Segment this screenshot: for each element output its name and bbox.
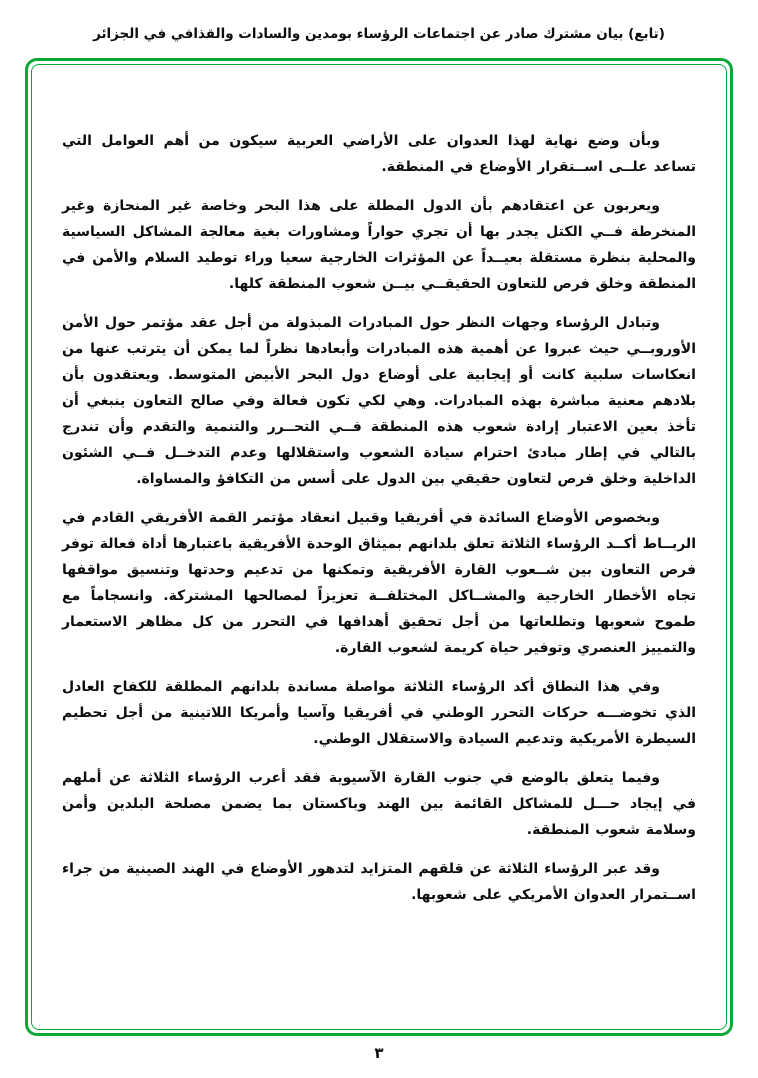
paragraph-3: وتبادل الرؤساء وجهات النظر حول المبادرات المبذولة من أجل عقد مؤتمر حول الأمن الأوروبــي حيث عبروا عن أهمية هذه المبادرات وأبعادها نظراً لما يمكن أن يترتب عنها من انعكاسات سلبية كانت أو إيجابية على أوضاع دول البحر الأبيض المتوسط. ويعتقدون بأن بلادهم معنية مباشرة بهذه المبادرات. وهي لكي تكون فعالة وفي صالح التعاون ينبغي أن تأخذ بعين الاعتبار إرادة شعوب هذه المنطقة فــي التحــرر والتنمية والتقدم وأن تندرج بالتالي في إطار مبادئ احترام سيادة الشعوب واستقلالها وعدم التدخــل فــي الشئون الداخلية وخلق فرص لتعاون حقيقي بين الدول على أسس من التكافؤ والمساواة. [62, 315, 696, 487]
page-number: ٣ [374, 1044, 384, 1062]
document-body [62, 128, 696, 921]
paragraph-1: وبأن وضع نهاية لهذا العدوان على الأراضي العربية سيكون من أهم العوامل التي تساعد علــى اســتقرار الأوضاع في المنطقة. [62, 133, 696, 175]
paragraph-2: ويعربون عن اعتقادهم بأن الدول المطلة على هذا البحر وخاصة غير المنحازة وغير المنخرطة فــي الكتل يجدر بها أن تجري حواراً ومشاورات بغية معالجة المشاكل السياسية والمحلية بنظرة مستقلة بعيــداً عن المؤثرات الخارجية سعيا وراء توطيد السلام والأمن في المنطقة وخلق فرص للتعاون الحقيقــي بيــن شعوب المنطقة كلها. [62, 198, 696, 292]
paragraph-7: وقد عبر الرؤساء الثلاثة عن قلقهم المتزايد لتدهور الأوضاع في الهند الصينية من جراء اســتمرار العدوان الأمريكي على شعوبها. [62, 861, 696, 903]
page-header: (تابع) بيان مشترك صادر عن اجتماعات الرؤساء بومدين والسادات والقذافي في الجزائر [93, 26, 665, 42]
paragraph-5: وفي هذا النطاق أكد الرؤساء الثلاثة مواصلة مساندة بلدانهم المطلقة للكفاح العادل الذي تخوضـــه حركات التحرر الوطني في أفريقيا وآسيا وأمريكا اللاتينية من أجل تحطيم السيطرة الأمريكية وتدعيم السيادة والاستقلال الوطني. [62, 679, 696, 747]
paragraph-4: وبخصوص الأوضاع السائدة في أفريقيا وقبيل انعقاد مؤتمر القمة الأفريقي القادم في الربــاط أكــد الرؤساء الثلاثة تعلق بلدانهم بميثاق الوحدة الأفريقية باعتبارها أداة فعالة توفر فرص التعاون بين شــعوب القارة الأفريقية وتمكنها من تدعيم وحدتها وتنسيق مواقفها تجاه الأخطار الخارجية والمشــاكل المختلفــة تعزيزاً لمصالحها المشتركة. وانسجاماً مع طموح شعوبها وتطلعاتها من أجل تحقيق أهدافها في التحرر من كل مظاهر الاستعمار والتمييز العنصري وتوفير حياة كريمة لشعوب القارة. [62, 510, 696, 656]
paragraph-6: وفيما يتعلق بالوضع في جنوب القارة الآسيوية فقد أعرب الرؤساء الثلاثة عن أملهم في إيجاد حـــل للمشاكل القائمة بين الهند وباكستان بما يضمن مصلحة البلدين وأمن وسلامة شعوب المنطقة. [62, 770, 696, 838]
